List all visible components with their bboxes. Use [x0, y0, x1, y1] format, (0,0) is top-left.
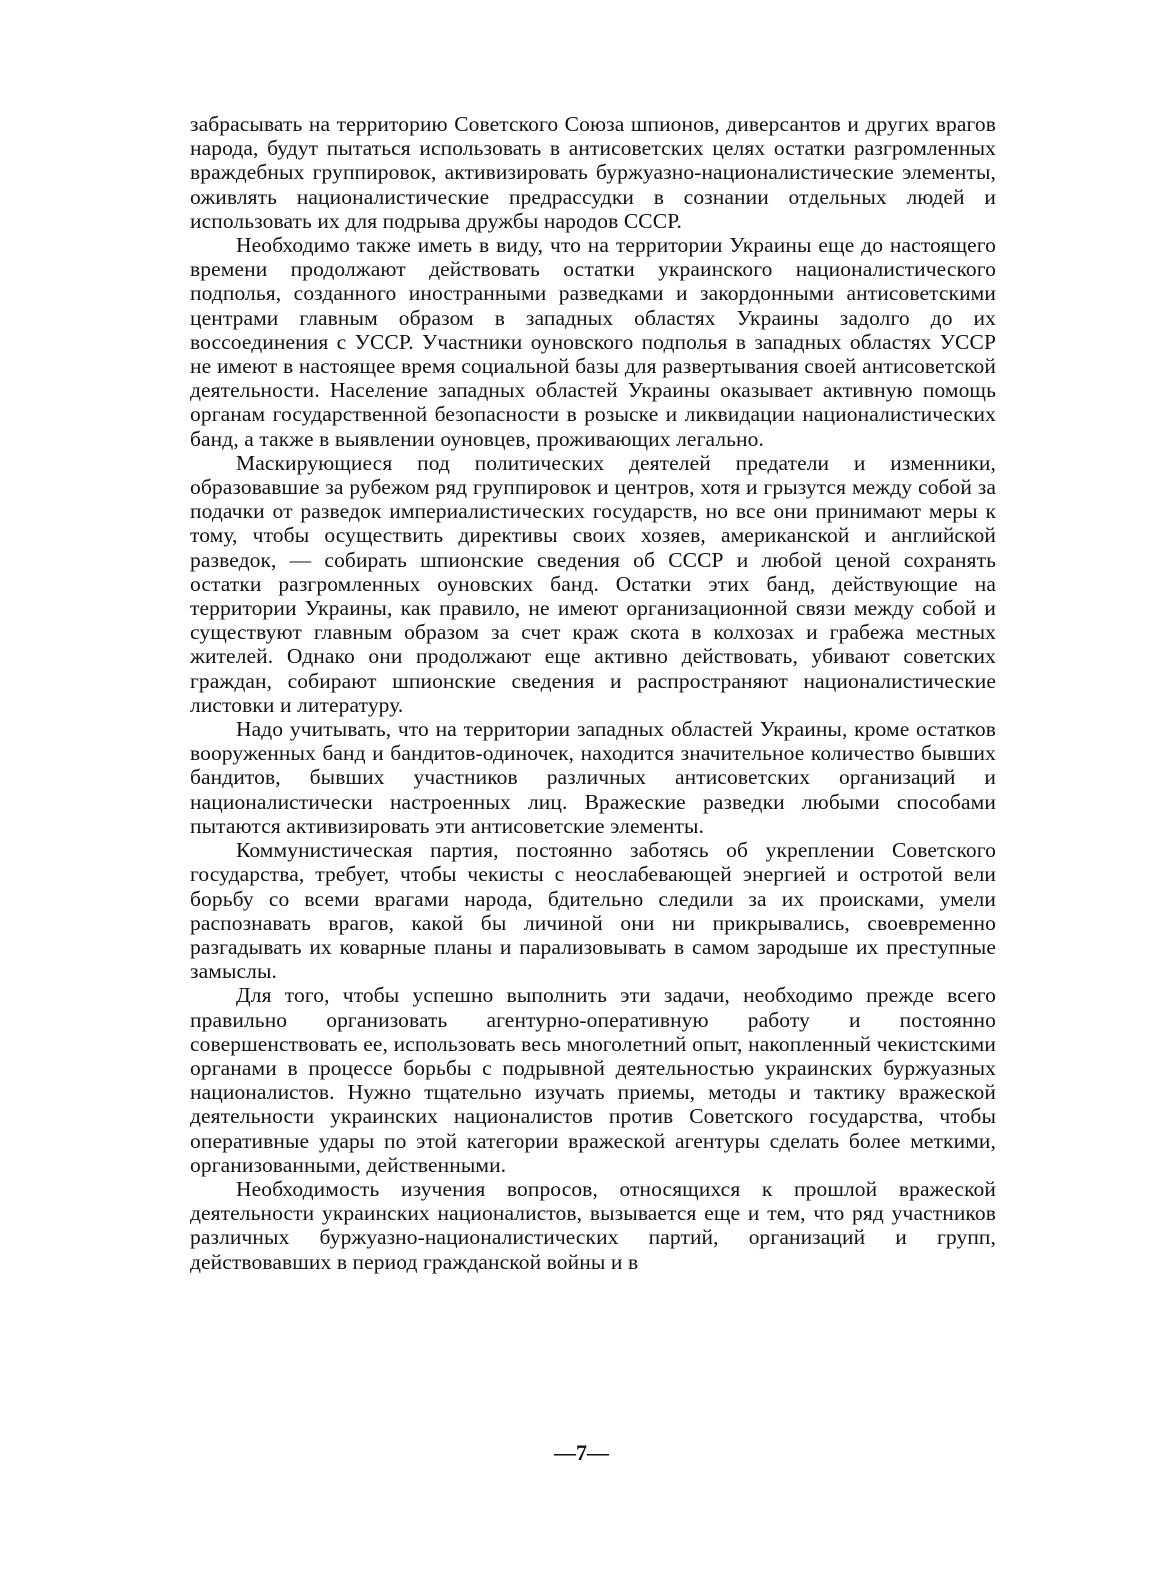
- body-text: [190, 112, 996, 1274]
- paragraph: Необходимость изучения вопросов, относящихся к прошлой вражеской деятельности украинских националистов, вызывается еще и тем, что ряд участников различных буржуазно-националистических партий, организаций и групп, действовавших в период гражданской войны и в: [190, 1176, 996, 1274]
- page-number: —7—: [554, 1440, 609, 1465]
- paragraph: Для того, чтобы успешно выполнить эти задачи, необходимо прежде всего правильно организовать агентурно-оперативную работу и постоянно совершенствовать ее, использовать весь многолетний опыт, накопленный чекистскими органами в процессе борьбы с подрывной деятельностью украинских буржуазных националистов. Нужно тщательно изучать приемы, методы и тактику вражеской деятельности украинских националистов против Советского государства, чтобы оперативные удары по этой категории вражеской агентуры сделать более меткими, организованными, действенными.: [190, 983, 996, 1177]
- paragraph-continuation: забрасывать на территорию Советского Союза шпионов, диверсантов и других врагов народа, будут пытаться использовать в антисоветских целях остатки разгромленных враждебных группировок, активизировать буржуазно-националистические элементы, оживлять националистические предрассудки в сознании отдельных людей и использовать их для подрыва дружбы народов СССР.: [190, 112, 996, 233]
- paragraph: Маскирующиеся под политических деятелей предатели и изменники, образовавшие за рубежом ряд группировок и центров, хотя и грызутся между собой за подачки от разведок империалистических государств, но все они принимают меры к тому, чтобы осуществить директивы своих хозяев, американской и английской разведок, — собирать шпионские сведения об СССР и любой ценой сохранять остатки разгромленных оуновских банд. Остатки этих банд, действующие на территории Украины, как правило, не имеют организационной связи между собой и существуют главным образом за счет краж скота в колхозах и грабежа местных жителей. Однако они продолжают еще активно действовать, убивают советских граждан, собирают шпионские сведения и распространяют националистические листовки и литературу.: [190, 450, 996, 717]
- paragraph: Необходимо также иметь в виду, что на территории Украины еще до настоящего времени продолжают действовать остатки украинского националистического подполья, созданного иностранными разведками и закордонными антисоветскими центрами главным образом в западных областях Украины задолго до их воссоединения с УССР. Участники оуновского подполья в западных областях УССР не имеют в настоящее время социальной базы для развертывания своей антисоветской деятельности. Население западных областей Украины оказывает активную помощь органам государственной безопасности в розыске и ликвидации националистических банд, а также в выявлении оуновцев, проживающих легально.: [190, 233, 996, 451]
- paragraph: Коммунистическая партия, постоянно заботясь об укреплении Советского государства, требует, чтобы чекисты с неослабевающей энергией и остротой вели борьбу со всеми врагами народа, бдительно следили за их происками, умели распознавать врагов, какой бы личиной они ни прикрывались, своевременно разгадывать их коварные планы и парализовывать в самом зародыше их преступные замыслы.: [190, 838, 996, 984]
- paragraph: Надо учитывать, что на территории западных областей Украины, кроме остатков вооруженных банд и бандитов-одиночек, находится значительное количество бывших бандитов, бывших участников различных антисоветских организаций и националистически настроенных лиц. Вражеские разведки любыми способами пытаются активизировать эти антисоветские элементы.: [190, 717, 996, 838]
